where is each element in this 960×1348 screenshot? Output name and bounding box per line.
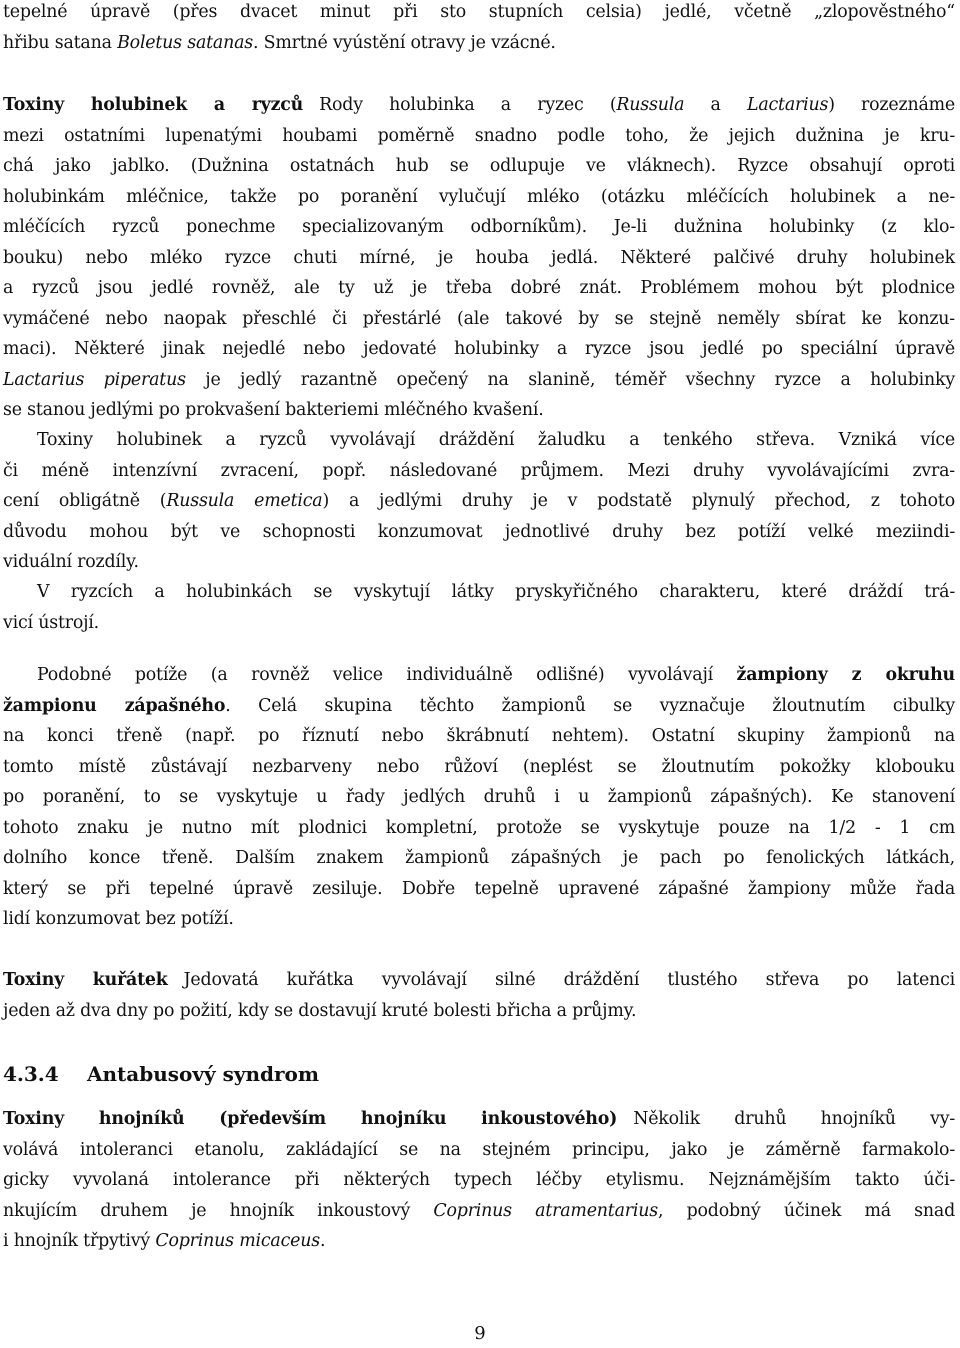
text-line: Lactarius piperatus je jedlý razantně opečený na slanině, téměř všechny ryzce a holubinky — [3, 369, 956, 390]
section-title: Antabusový syndrom — [87, 1062, 320, 1086]
text-line: na konci třeně (např. po říznutí nebo škrábnutí nehtem). Ostatní skupiny žampionů na — [3, 726, 955, 746]
paragraph-coprinus — [3, 1104, 955, 1257]
text-line: a ryzců jsou jedlé rovněž, ale ty už je třeba dobré znát. Problémem mohou být plodnice — [3, 278, 955, 298]
text-line: žampionu zápašného. Celá skupina těchto žampionů se vyznačuje žloutnutím cibulky — [3, 695, 955, 716]
text-line: viduální rozdíly. — [3, 552, 139, 572]
runin-heading: Toxiny kuřátek — [3, 970, 168, 990]
text-line: volává intoleranci etanolu, zakládající se na stejném principu, jako je záměrně farmakolo- — [3, 1139, 955, 1160]
text-line: i hnojník třpytivý Coprinus micaceus. — [3, 1231, 326, 1251]
paragraph-russula-lactarius — [3, 90, 955, 426]
text-line: mezi ostatními lupenatými houbami poměrně snadno podle toho, že jejich dužnina je kru- — [3, 125, 955, 146]
paragraph-resins — [3, 577, 955, 638]
section-number: 4.3.4 — [3, 1062, 59, 1086]
runin-heading: Toxiny hnojníků (především hnojníku inkoustového) — [3, 1109, 618, 1129]
text-line: vymáčené nebo naopak přeschlé či přestárlé (ale takové by se stejně neměly sbírat ke konzu- — [3, 308, 955, 329]
text-line: Toxiny kuřátek Jedovatá kuřátka vyvolávají silné dráždění tlustého střeva po latenci — [3, 970, 956, 990]
text-line: vicí ústrojí. — [3, 612, 99, 633]
text-line: důvodu mohou být ve schopnosti konzumovat jednotlivé druhy bez potíží velké meziindi- — [3, 521, 955, 542]
text-line: lidí konzumovat bez potíží. — [3, 909, 234, 929]
text-line: jeden až dva dny po požití, kdy se dostavují kruté bolesti břicha a průjmy. — [3, 1000, 637, 1021]
text-line: Toxiny holubinek a ryzců vyvolávají dráždění žaludku a tenkého střeva. Vzniká více — [37, 430, 955, 450]
text-line: Toxiny holubinek a ryzců Rody holubinka a ryzec (Russula a Lactarius) rozeznáme — [3, 95, 956, 115]
paragraph-symptoms — [3, 425, 955, 578]
text-line: dolního konce třeně. Dalším znakem žampionů zápašných je pach po fenolických látkách, — [3, 848, 955, 868]
text-line: Toxiny hnojníků (především hnojníku inkoustového) Několik druhů hnojníků vy- — [3, 1109, 956, 1129]
text-line: tohoto znaku je nutno mít plodnici kompletní, protože se vyskytuje pouze na 1/2 - 1 cm — [3, 817, 955, 838]
text-line: bouku) nebo mléko ryzce chuti mírné, je houba jedlá. Některé palčivé druhy holubinek — [3, 247, 955, 268]
text-line: tepelné úpravě (přes dvacet minut při sto stupních celsia) jedlé, včetně „zlopověstného“ — [3, 2, 955, 22]
text-line: chá jako jablko. (Dužnina ostatnách hub se odlupuje ve vláknech). Ryzce obsahují oproti — [3, 156, 955, 176]
paragraph-ramaria — [3, 965, 955, 1026]
text-line: gicky vyvolaná intolerance při některých typech léčby etylismu. Nejznámějším takto úči- — [3, 1170, 955, 1190]
text-line: holubinkám mléčnice, takže po poranění vylučují mléko (otázku mléčících holubinek a ne- — [3, 186, 955, 207]
section-heading — [3, 1059, 319, 1089]
text-line: nkujícím druhem je hnojník inkoustový Coprinus atramentarius, podobný účinek má snad — [3, 1200, 956, 1221]
text-line: Podobné potíže (a rovněž velice individuálně odlišné) vyvolávají žampiony z okruhu — [37, 665, 955, 685]
page-number: 9 — [474, 1323, 486, 1344]
text-line: tomto místě zůstávají nezbarveny nebo růžoví (neplést se žloutnutím pokožky klobouku — [3, 756, 955, 777]
runin-heading: Toxiny holubinek a ryzců — [3, 95, 304, 115]
text-line: se stanou jedlými po prokvašení bakteriemi mléčného kvašení. — [3, 400, 544, 420]
text-line: po poranění, to se vyskytuje u řady jedlých druhů i u žampionů zápašných). Ke stanovení — [3, 787, 955, 807]
paragraph-agaricus — [3, 660, 955, 935]
text-line: který se při tepelné úpravě zesiluje. Dobře tepelně upravené zápašné žampiony může řada — [3, 878, 955, 899]
text-line: či méně intenzívní zvracení, popř. následované průjmem. Mezi druhy vyvolávajícími zvra- — [3, 460, 955, 481]
text-line: cení obligátně (Russula emetica) a jedlými druhy je v podstatě plynulý přechod, z tohoto — [3, 491, 955, 511]
text-line: maci). Některé jinak nejedlé nebo jedovaté holubinky a ryzce jsou jedlé po speciální úpravě — [3, 339, 955, 359]
text-line: mléčících ryzců ponechme specializovaným odborníkům). Je-li dužnina holubinky (z klo- — [3, 217, 955, 237]
paragraph-boletus — [3, 0, 955, 58]
text-line: hřibu satana Boletus satanas. Smrtné vyústění otravy je vzácné. — [3, 32, 556, 53]
text-line: V ryzcích a holubinkách se vyskytují látky pryskyřičného charakteru, které dráždí trá- — [37, 582, 955, 602]
